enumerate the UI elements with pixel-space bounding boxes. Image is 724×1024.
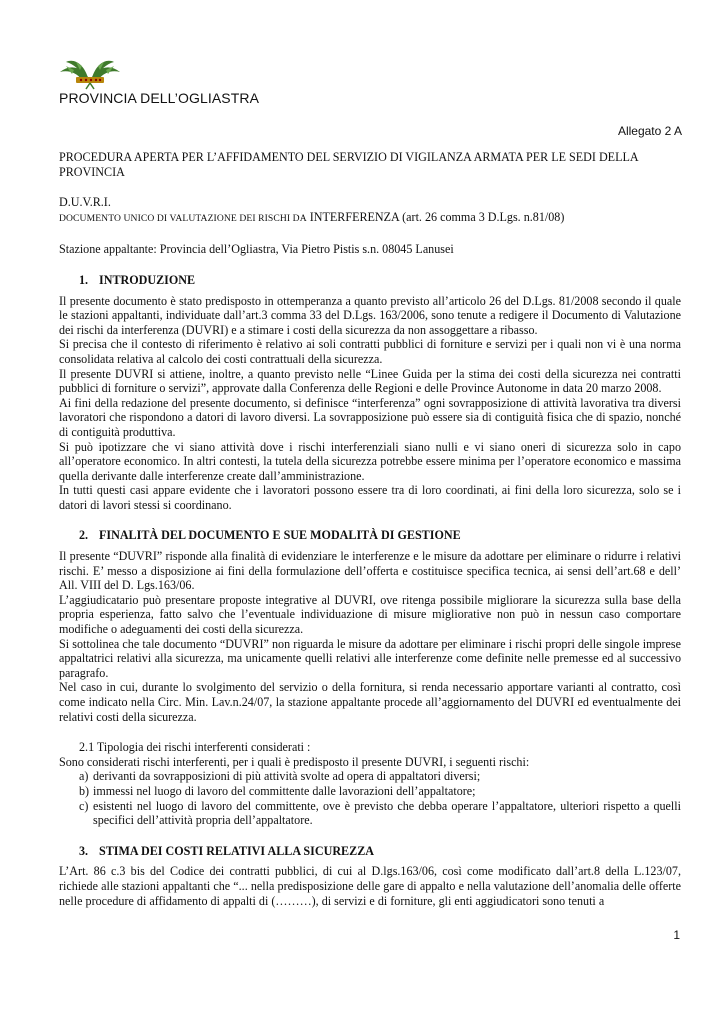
paragraph: Il presente “DUVRI” risponde alla finalità di evidenziare le interferenze e le misure da adottare per eliminare o ridurre i relativi rischi. E’ messo a disposizione ai fini della formulazione dell’offerta e costituisce specifica tecnica, ai sensi dell’art.68 e dell’ All. VIII del D. Lgs.163/06. (59, 549, 681, 593)
duvri-full-small: DOCUMENTO UNICO DI VALUTAZIONE DEI RISCHI DA (59, 212, 307, 224)
paragraph: Si può ipotizzare che vi siano attività dove i rischi interferenziali siano nulli e vi siano oneri di sicurezza solo in capo all’operatore economico. In altri contesti, la tutela della sicurezza potrebbe essere minima per l’operatore economico e massima quella derivante dalle interferenze create dall’amministrazione. (59, 439, 681, 483)
subsection-intro: Sono considerati rischi interferenti, per i quali è predisposto il presente DUVRI, i seguenti rischi: (59, 754, 530, 769)
list-item (59, 769, 681, 784)
section-purpose (59, 528, 681, 724)
paragraph: L’aggiudicatario può presentare proposte integrative al DUVRI, ove ritenga possibile migliorare la sicurezza sulla base della propria esperienza, fatto salvo che l’eventuale individuazione di misure migliorative non può in nessun caso comportare modifiche o adeguamenti dei costi della sicurezza. (59, 592, 681, 637)
section-number: 2. (79, 528, 89, 543)
duvri-full-large: INTERFERENZA (art. 26 comma 3 D.Lgs. n.81/08) (309, 209, 565, 224)
paragraph: Nel caso in cui, durante lo svolgimento del servizio o della fornitura, si renda necessario apportare varianti al contratto, così come indicato nella Circ. Min. Lav.n.24/07, la stazione appaltante procede all’aggiornamento del DUVRI ed eventualmente dei relativi costi della sicurezza. (59, 680, 681, 724)
section-number: 3. (79, 843, 89, 858)
list-text: esistenti nel luogo di lavoro del committente, ove è previsto che debba operare l’appaltatore, ulteriori rispetto a quelli specifici dell’attività propria dell’appaltatore. (93, 798, 681, 828)
section-heading (59, 528, 681, 543)
paragraph: In tutti questi casi appare evidente che i lavoratori possono essere tra di loro coordinati, ai fini della loro sicurezza, solo se i datori di lavori stessi si coordinano. (59, 483, 681, 512)
page-number: 1 (673, 928, 680, 942)
list-text: derivanti da sovrapposizioni di più attività svolte ad opera di appaltatori diversi; (93, 769, 481, 784)
list-marker: a) (79, 769, 89, 784)
section-title: FINALITÀ DEL DOCUMENTO E SUE MODALITÀ DI GESTIONE (99, 528, 461, 543)
section-number: 1. (79, 272, 89, 287)
list-text: immessi nel luogo di lavoro del committente dalle lavorazioni dell’appaltatore; (93, 783, 476, 798)
duvri-acronym: D.U.V.R.I. (59, 195, 111, 210)
paragraph: Si precisa che il contesto di riferimento è relativo ai soli contratti pubblici di forniture e servizi per i quali non vi è una norma consolidata relativa al calcolo dei costi contrattuali della sicurezza. (59, 337, 681, 366)
section-introduction (59, 273, 681, 513)
risk-list (59, 769, 681, 827)
section-safety-costs (59, 844, 681, 908)
procedure-title: PROCEDURA APERTA PER L’AFFIDAMENTO DEL SERVIZIO DI VIGILANZA ARMATA PER LE SEDI DELLA PROVINCIA (59, 150, 638, 179)
province-logo-icon (58, 56, 122, 90)
paragraph: Il presente documento è stato predisposto in ottemperanza a quanto previsto all’articolo 26 del D.Lgs. 81/2008 secondo il quale le stazioni appaltanti, individuate dall’art.3 comma 33 del D.Lgs. 163/2006, sono tenute a redigere il Documento di Valutazione dei rischi da interferenza (DUVRI) e a stimare i costi della sicurezza da non assoggettare a ribasso. (59, 293, 681, 337)
section-heading (59, 844, 681, 859)
paragraph: Ai fini della redazione del presente documento, si definisce “interferenza” ogni sovrapposizione di attività lavorativa tra diversi lavoratori che rispondono a datori di lavoro diversi. La sovrapposizione può essere sia di contiguità fisica che di spazio, nonché di contiguità produttiva. (59, 395, 681, 439)
list-marker: b) (79, 783, 90, 798)
annex-label: Allegato 2 A (617, 124, 682, 138)
subsection-risk-types (59, 740, 681, 828)
subsection-heading: 2.1 Tipologia dei rischi interferenti considerati : (79, 740, 311, 755)
paragraph: L’Art. 86 c.3 bis del Codice dei contratti pubblici, di cui al D.lgs.163/06, così come modificato dall’art.8 della L.123/07, richiede alle stazioni appaltanti che “... nella predisposizione delle gare di appalto e nella valutazione dell’anomalia delle offerte nelle procedure di affidamento di appalti di (………), di servizi e di forniture, gli enti aggiudicatori sono tenuti a (59, 864, 681, 908)
list-item (59, 784, 681, 799)
section-title: STIMA DEI COSTI RELATIVI ALLA SICUREZZA (99, 843, 374, 858)
document-body (59, 150, 681, 924)
list-item (59, 799, 681, 828)
section-title: INTRODUZIONE (99, 272, 196, 287)
paragraph: Il presente DUVRI si attiene, inoltre, a quanto previsto nelle “Linee Guida per la stima dei costi della sicurezza nei contratti pubblici di forniture o servizi”, approvate dalla Conferenza delle Regioni e delle Province Autonome in data 20 marzo 2008. (59, 366, 681, 396)
province-title: PROVINCIA DELL’OGLIASTRA (59, 90, 260, 106)
contracting-station: Stazione appaltante: Provincia dell’Ogliastra, Via Pietro Pistis s.n. 08045 Lanusei (59, 242, 454, 257)
paragraph: Si sottolinea che tale documento “DUVRI” non riguarda le misure da adottare per eliminare i rischi propri delle singole imprese appaltatrici relativi alla sicurezza, ma unicamente quelli relativi alle interferenze come definite nelle premesse ed al successivo paragrafo. (59, 636, 681, 680)
section-heading (59, 273, 681, 288)
list-marker: c) (79, 798, 89, 813)
duvri-full-title (59, 210, 681, 227)
